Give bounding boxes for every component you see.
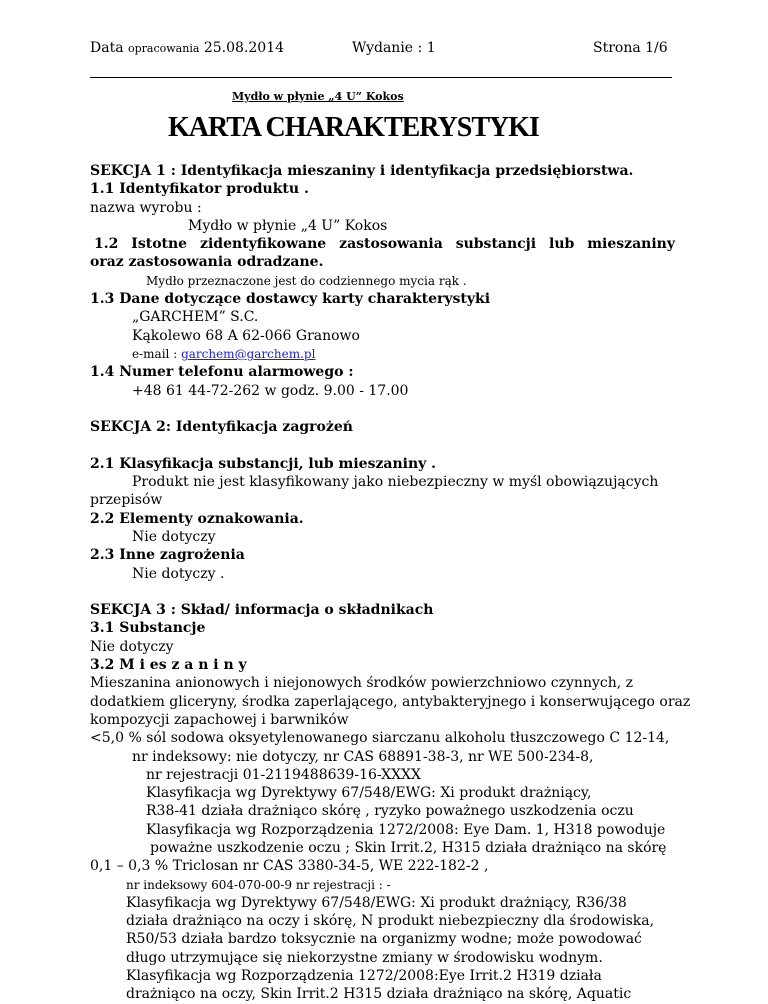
- mixture-description: Mieszanina anionowych i niejonowych środków powierzchniowo czynnych, z: [90, 675, 634, 692]
- component-2-line: Klasyfikacja wg Rozporządzenia 1272/2008:Eye Irrit.2 H319 działa: [126, 968, 602, 985]
- supplier-address: Kąkolewo 68 A 62-066 Granowo: [132, 327, 360, 344]
- header-date: Data opracowania 25.08.2014: [90, 40, 285, 56]
- email-link[interactable]: garchem@garchem.pl: [181, 346, 316, 361]
- subsection-1-4: 1.4 Numer telefonu alarmowego :: [90, 364, 354, 381]
- section-3-heading: SEKCJA 3 : Skład/ informacja o składnikach: [90, 602, 434, 619]
- subsection-1-2-cont: oraz zastosowania odradzane.: [90, 254, 324, 271]
- header-divider: [90, 77, 672, 78]
- component-2-line: Klasyfikacja wg Dyrektywy 67/548/EWG: Xi produkt drażniący, R36/38: [126, 894, 627, 911]
- component-1: <5,0 % sól sodowa oksyetylenowanego siarczanu alkoholu tłuszczowego C 12-14,: [90, 730, 670, 747]
- component-1-line: Klasyfikacja wg Rozporządzenia 1272/2008: Eye Dam. 1, H318 powoduje: [146, 821, 666, 838]
- component-2-line: R50/53 działa bardzo toksycznie na organizmy wodne; może powodować: [126, 931, 642, 948]
- product-use: Mydło przeznaczone jest do codziennego mycia rąk .: [146, 273, 467, 288]
- component-2-line: nr indeksowy 604-070-00-9 nr rejestracji : -: [126, 877, 391, 892]
- classification-text-cont: przepisów: [90, 492, 163, 509]
- product-name-value: Mydło w płynie „4 U” Kokos: [188, 217, 388, 234]
- component-1-line: poważne uszkodzenie oczu ; Skin Irrit.2, H315 działa drażniąco na skórę: [150, 839, 667, 856]
- header-page-number: Strona 1/6: [593, 40, 668, 56]
- component-2: 0,1 – 0,3 % Triclosan nr CAS 3380-34-5, WE 222-182-2 ,: [90, 858, 489, 875]
- section-2-heading: SEKCJA 2: Identyfikacja zagrożeń: [90, 419, 353, 436]
- supplier-name: „GARCHEM” S.C.: [132, 309, 259, 326]
- subsection-2-1: 2.1 Klasyfikacja substancji, lub mieszaniny .: [90, 455, 437, 472]
- component-2-line: długo utrzymujące się niekorzystne zmiany w środowisku wodnym.: [126, 949, 603, 966]
- document-title: KARTA CHARAKTERYSTYKI: [168, 112, 539, 143]
- component-2-line: drażniąco na oczy, Skin Irrit.2 H315 działa drażniąco na skórę, Aquatic: [126, 986, 632, 1003]
- component-2-line: działa drażniąco na oczy i skórę, N produkt niebezpieczny dla środowiska,: [126, 913, 655, 930]
- subsection-2-3: 2.3 Inne zagrożenia: [90, 547, 245, 564]
- header-edition: Wydanie : 1: [352, 40, 436, 56]
- product-name-label: nazwa wyrobu :: [90, 199, 202, 216]
- subsection-2-2: 2.2 Elementy oznakowania.: [90, 510, 304, 527]
- subsection-1-1: 1.1 Identyfikator produktu .: [90, 181, 309, 198]
- subsection-1-3: 1.3 Dane dotyczące dostawcy karty charakterystyki: [90, 291, 491, 308]
- other-hazards-text: Nie dotyczy .: [132, 565, 225, 582]
- subsection-1-2: 1.2 Istotne zidentyfikowane zastosowania substancji lub mieszaniny: [94, 236, 675, 253]
- classification-text: Produkt nie jest klasyfikowany jako niebezpieczny w myśl obowiązujących: [132, 474, 659, 491]
- subsection-3-2: 3.2 M i es z a n i n y: [90, 657, 247, 674]
- component-1-line: Klasyfikacja wg Dyrektywy 67/548/EWG: Xi produkt drażniący,: [146, 785, 592, 802]
- mixture-description: dodatkiem gliceryny, środka zaperlającego, antybakteryjnego i konserwującego oraz: [90, 693, 691, 710]
- labelling-text: Nie dotyczy: [132, 528, 216, 545]
- substances-text: Nie dotyczy: [90, 638, 174, 655]
- subsection-3-1: 3.1 Substancje: [90, 620, 206, 637]
- document-body: [90, 162, 691, 1004]
- product-name: Mydło w płynie „4 U” Kokos: [232, 90, 404, 103]
- component-1-line: R38-41 działa drażniąco skórę , ryzyko poważnego uszkodzenia oczu: [146, 803, 634, 820]
- component-1-line: nr indeksowy: nie dotyczy, nr CAS 68891-38-3, nr WE 500-234-8,: [132, 748, 594, 765]
- supplier-email: e-mail : garchem@garchem.pl: [132, 346, 316, 361]
- emergency-phone: +48 61 44-72-262 w godz. 9.00 - 17.00: [132, 382, 409, 399]
- component-1-line: nr rejestracji 01-2119488639-16-XXXX: [146, 766, 421, 783]
- mixture-description: kompozycji zapachowej i barwników: [90, 711, 349, 728]
- section-1-heading: SEKCJA 1 : Identyfikacja mieszaniny i identyfikacja przedsiębiorstwa.: [90, 163, 634, 179]
